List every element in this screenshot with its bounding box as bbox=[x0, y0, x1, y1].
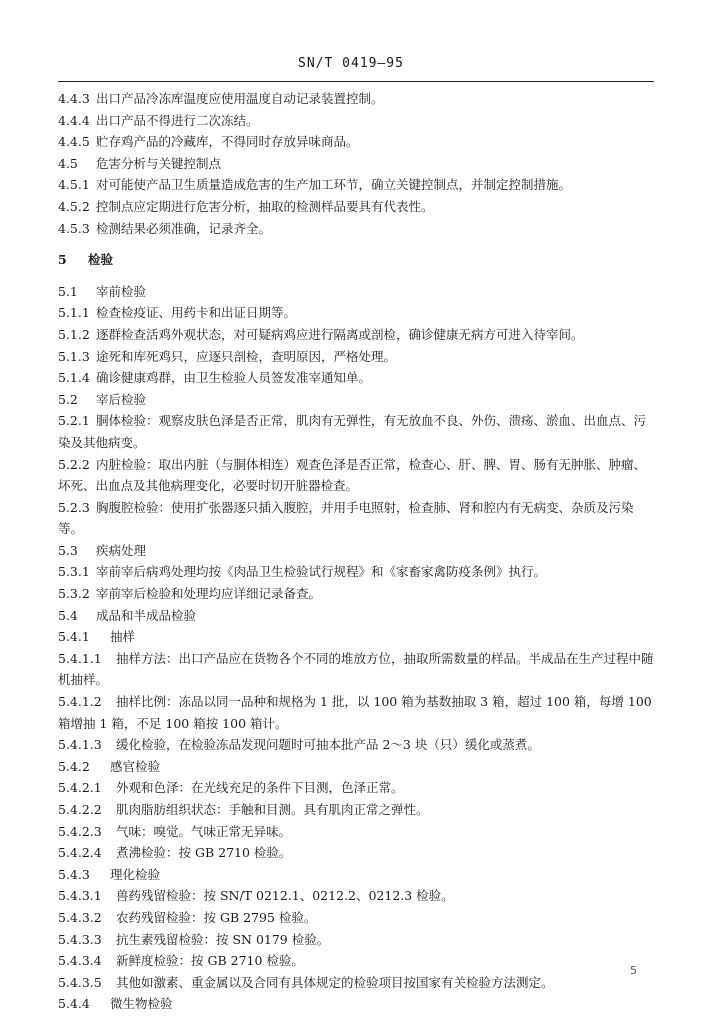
clause-5-2-1: 5.2.1 胴体检验：观察皮肤色泽是否正常，肌肉有无弹性，有无放血不良、外伤、溃疡、淤血、出血点、污染及其他病变。 bbox=[58, 413, 647, 450]
clause-5-1-4: 5.1.4 确诊健康鸡群，由卫生检验人员签发准宰通知单。 bbox=[58, 370, 372, 386]
page-number: 5 bbox=[630, 964, 637, 977]
clause-5-4-3: 5.4.3 理化检验 bbox=[58, 866, 161, 882]
clause-5-4-2-3: 5.4.2.3 气味：嗅觉。气味正常无异味。 bbox=[58, 823, 292, 839]
clause-4-5-2: 4.5.2 控制点应定期进行危害分析，抽取的检测样品要具有代表性。 bbox=[58, 198, 434, 214]
clause-5-4-1-1: 5.4.1.1 抽样方法：出口产品应在货物各个不同的堆放方位，抽取所需数量的样品。半成品在生产过程中随机抽样。 bbox=[58, 650, 654, 688]
clause-5-4-1-2: 5.4.1.2 抽样比例：冻品以同一品种和规格为 1 批，以 100 箱为基数抽取 3 箱，超过 100 箱，每增 100 箱增抽 1 箱，不足 100 箱按 100 箱计。 bbox=[58, 694, 652, 731]
document-body bbox=[58, 88, 656, 1015]
document-header: SN/T 0419—95 bbox=[298, 56, 404, 71]
clause-5-4-4: 5.4.4 微生物检验 bbox=[58, 996, 173, 1012]
clause-5-4-3-3: 5.4.3.3 抗生素残留检验：按 SN 0179 检验。 bbox=[58, 931, 330, 947]
clause-5-4-1: 5.4.1 抽样 bbox=[58, 629, 136, 645]
clause-5-4-2-1: 5.4.2.1 外观和色泽：在光线充足的条件下目测，色泽正常。 bbox=[58, 780, 404, 796]
clause-5-2-3: 5.2.3 胸腹腔检验：使用扩张器逐只插入腹腔，并用手电照射，检查肺、肾和腔内有无病变、杂质及污染等。 bbox=[58, 499, 634, 537]
clause-5-1-2: 5.1.2 逐群检查活鸡外观状态，对可疑病鸡应进行隔离或剖检，确诊健康无病方可进入待宰间。 bbox=[58, 326, 584, 342]
clause-4-5-3: 4.5.3 检测结果必须准确，记录齐全。 bbox=[58, 220, 272, 236]
clause-5-4-3-4: 5.4.3.4 新鲜度检验：按 GB 2710 检验。 bbox=[58, 953, 304, 969]
clause-4-4-5: 4.4.5 贮存鸡产品的冷藏库，不得同时存放异味商品。 bbox=[58, 134, 359, 150]
clause-5-4-2-4: 5.4.2.4 煮沸检验：按 GB 2710 检验。 bbox=[58, 845, 292, 861]
clause-5-2-2: 5.2.2 内脏检验：取出内脏（与胴体相连）观查色泽是否正常，检查心、肝、脾、胃、肠有无肿胀、肿瘤、坏死、出血点及其他病理变化，必要时切开脏器检查。 bbox=[58, 456, 647, 494]
section-5-2: 5.2 宰后检验 bbox=[58, 391, 147, 407]
clause-4-4-3: 4.4.3 出口产品冷冻库温度应使用温度自动记录装置控制。 bbox=[58, 91, 384, 106]
section-5-3: 5.3 疾病处理 bbox=[58, 542, 147, 558]
clause-5-3-1: 5.3.1 宰前宰后病鸡处理均按《肉品卫生检验试行规程》和《家畜家禽防疫条例》执行。 bbox=[58, 564, 547, 580]
clause-5-4-3-2: 5.4.3.2 农药残留检验：按 GB 2795 检验。 bbox=[58, 909, 317, 925]
clause-4-5-1: 4.5.1 对可能使产品卫生质量造成危害的生产加工环节，确立关键控制点，并制定控制措施。 bbox=[58, 177, 572, 193]
clause-5-4-2: 5.4.2 感官检验 bbox=[58, 758, 161, 774]
chapter-5-heading: 5 检验 bbox=[58, 252, 114, 268]
clause-5-1-3: 5.1.3 途死和库死鸡只，应逐只剖检，查明原因，严格处理。 bbox=[58, 348, 397, 364]
clause-5-3-2: 5.3.2 宰前宰后检验和处理均应详细记录备查。 bbox=[58, 586, 322, 602]
section-5-4: 5.4 成品和半成品检验 bbox=[58, 607, 197, 623]
clause-5-4-2-2: 5.4.2.2 肌肉脂肪组织状态：手触和目测。具有肌肉正常之弹性。 bbox=[58, 802, 429, 817]
section-4-5: 4.5 危害分析与关键控制点 bbox=[58, 155, 222, 171]
clause-4-4-4: 4.4.4 出口产品不得进行二次冻结。 bbox=[58, 112, 259, 128]
section-5-1: 5.1 宰前检验 bbox=[58, 283, 147, 299]
clause-5-4-3-5: 5.4.3.5 其他如激素、重金属以及合同有具体规定的检验项目按国家有关检验方法测定。 bbox=[58, 974, 554, 990]
clause-5-4-3-1: 5.4.3.1 兽药残留检验：按 SN/T 0212.1、0212.2、0212.3 检验。 bbox=[58, 888, 454, 904]
clause-5-1-1: 5.1.1 检查检疫证、用药卡和出证日期等。 bbox=[58, 305, 297, 321]
header-rule bbox=[58, 81, 654, 82]
clause-5-4-1-3: 5.4.1.3 缓化检验，在检验冻品发现问题时可抽本批产品 2～3 块（只）缓化或蒸煮。 bbox=[58, 737, 540, 753]
